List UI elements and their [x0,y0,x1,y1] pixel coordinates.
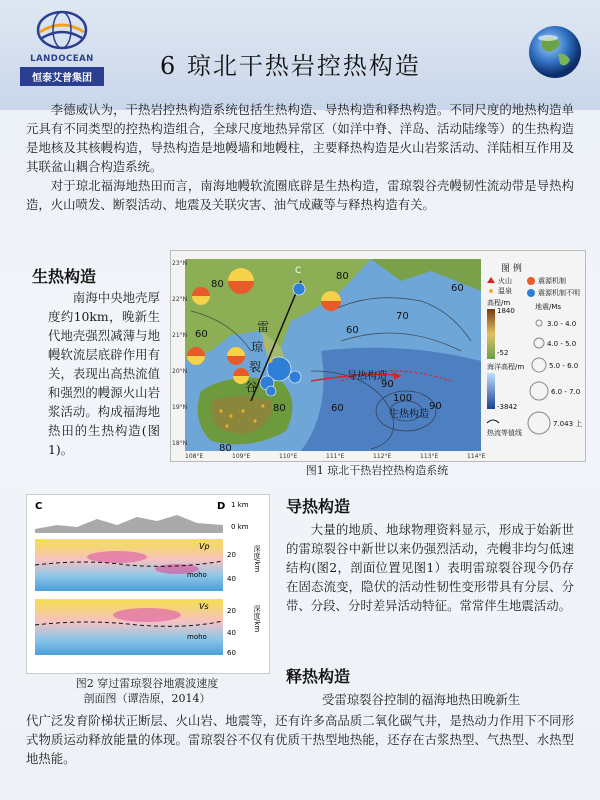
legend-hot-spring: 温泉 [498,287,512,295]
map-label-conduct: 导热构造 [347,371,387,382]
map-label-generate: 生热构造 [389,409,429,420]
figure1-caption: 图1 琼北干热岩控热构造系统 [305,464,449,477]
seismic-tick-top-40: 40 [227,575,236,583]
generate-text [48,288,160,459]
seismic-moho-1: moho [187,571,207,579]
seismic-tick-top-20: 20 [227,551,236,559]
seismic-svg [27,495,269,673]
seismic-tick-bot-20: 20 [227,607,236,615]
figure1-map [170,250,586,462]
contour-value: 80 [336,271,349,282]
seismic-depth-axis-1: 深度/km [253,545,261,573]
legend-mag3: 5.0 - 6.0 [549,362,579,370]
contour-value: 80 [211,279,224,290]
globe-logo-icon [31,8,93,52]
heading-release: 释热构造 [286,667,351,686]
contour-value: 100 [393,393,413,404]
map-label-qiong: 琼 [251,340,264,354]
figure2-caption-line1: 图2 穿过雷琼裂谷地震波速度 [75,677,219,690]
company-logo [18,8,106,100]
map-label-c: C [295,266,302,276]
contour-value: 80 [273,403,286,414]
legend-mag1: 3.0 - 4.0 [547,320,577,328]
heading-conduct: 导热构造 [286,497,351,516]
seismic-label-c: C [35,501,43,512]
legend-mechanism-unknown: 震源机制不明 [538,289,580,297]
legend-mag4: 6.0 - 7.0 [551,388,581,396]
contour-value: 60 [346,325,359,336]
map-label-lie: 裂 [249,360,262,374]
lat-tick: 20°N [172,368,188,375]
seismic-vp: Vp [199,542,210,551]
conduct-text [286,520,574,615]
legend-depth-label: 海洋高程/m [487,363,525,371]
conduct-paragraph: 大量的地质、地球物理资料显示，形成于始新世的雷琼裂谷中新世以来仍强烈活动，壳幔非均匀低速结构(图2，剖面位置见图1）表明雷琼裂谷现今仍存在固态流变，隐伏的活动性韧性变形带具有分层、分带、分段、分时差异活动特征。常常伴生地震活动。 [286,522,574,613]
earth-icon [520,20,590,80]
legend-elevation-label: 高程/m [487,299,511,307]
figure2-caption-line2: 剖面图（谭浩原，2014） [83,692,211,705]
map-svg [171,251,585,461]
lon-tick: 111°E [326,453,345,460]
seismic-km0: 0 km [231,523,249,531]
legend-heatflow: 热流等值线 [487,429,522,437]
map-label-lei: 雷 [257,320,270,334]
heading-generate: 生热构造 [32,267,97,286]
legend-title: 图 例 [501,264,522,274]
legend-mechanism: 震源机制 [538,277,566,285]
seismic-moho-2: moho [187,633,207,641]
lon-tick: 114°E [467,453,486,460]
lat-tick: 18°N [172,440,188,447]
legend-depth-min: -3842 [497,403,518,411]
seismic-label-d: D [217,501,226,512]
generate-paragraph: 南海中央地壳厚度约10km，晚新生代地壳强烈减薄与地幔软流层底辟作用有关，表现出高热流值和强烈的幔源火山岩浆活动。构成福海地热田的生热构造(图1)。 [48,290,160,457]
legend-mag5: 7.043 上 [553,420,583,428]
lat-tick: 23°N [172,260,188,267]
lon-tick: 112°E [373,453,392,460]
seismic-tick-bot-60: 60 [227,649,236,657]
contour-value: 70 [396,311,409,322]
lon-tick: 110°E [279,453,298,460]
lat-tick: 21°N [172,332,188,339]
lat-tick: 22°N [172,296,188,303]
contour-value: 90 [429,401,442,412]
seismic-depth-axis-2: 深度/km [253,605,261,633]
map-label-gu: 谷 [245,380,258,394]
logo-text-en: LANDOCEAN [30,54,94,64]
legend-volcano: 火山 [498,277,512,285]
logo-text-cn: 恒泰艾普集团 [20,67,104,86]
page-title: 6 琼北干热岩控热构造 [160,52,421,80]
lat-tick: 19°N [172,404,188,411]
page-header [0,0,600,110]
intro-paragraph-1: 李德威认为，干热岩控热构造系统包括生热构造、导热构造和释热构造。不同尺度的地热构造单元具有不同类型的控热构造组合，全球尺度地热异常区（如洋中脊、洋岛、活动陆缘等）的生热构造是地核及其核幔构造，导热构造是地幔墙和地幔柱，主要释热构造是火山岩浆活动、洋陆相互作用及其联盆山耦合构造系统。 [26,102,574,174]
legend-elev-max: 1840 [497,307,515,315]
legend-elev-mid: -52 [497,349,509,357]
contour-value: 80 [219,443,232,454]
lon-tick: 113°E [420,453,439,460]
seismic-tick-bot-40: 40 [227,629,236,637]
seismic-vs: Vs [199,602,209,611]
release-text-start: 受雷琼裂谷控制的福海地热田晚新生 [322,692,521,707]
lon-tick: 108°E [185,453,204,460]
legend-mag2: 4.0 - 5.0 [547,340,577,348]
seismic-km1: 1 km [231,501,249,509]
contour-value: 90 [381,379,394,390]
legend-mag-label: 地震/Ms [535,303,562,311]
figure2-seismic [26,494,270,674]
contour-value: 60 [451,283,464,294]
figure2-caption [26,676,268,706]
intro-paragraph-2: 对于琼北福海地热田而言，南海地幔软流圈底辟是生热构造，雷琼裂谷壳幔韧性流动带是导热构造，火山喷发、断裂活动、地震及关联灾害、油气成藏等与释热构造有关。 [26,178,574,212]
release-paragraph: 代广泛发育阶梯状正断层、火山岩、地震等，还有许多高品质二氧化碳气井，是热动力作用下不同形式物质运动释放能量的体现。雷琼裂谷不仅有优质干热型地热能，还存在古浆热型、气热型、水热型地热能。 [26,713,574,766]
contour-value: 60 [195,329,208,340]
contour-value: 60 [331,403,344,414]
intro-text [26,100,574,214]
lon-tick: 109°E [232,453,251,460]
release-text-rest [26,711,574,768]
